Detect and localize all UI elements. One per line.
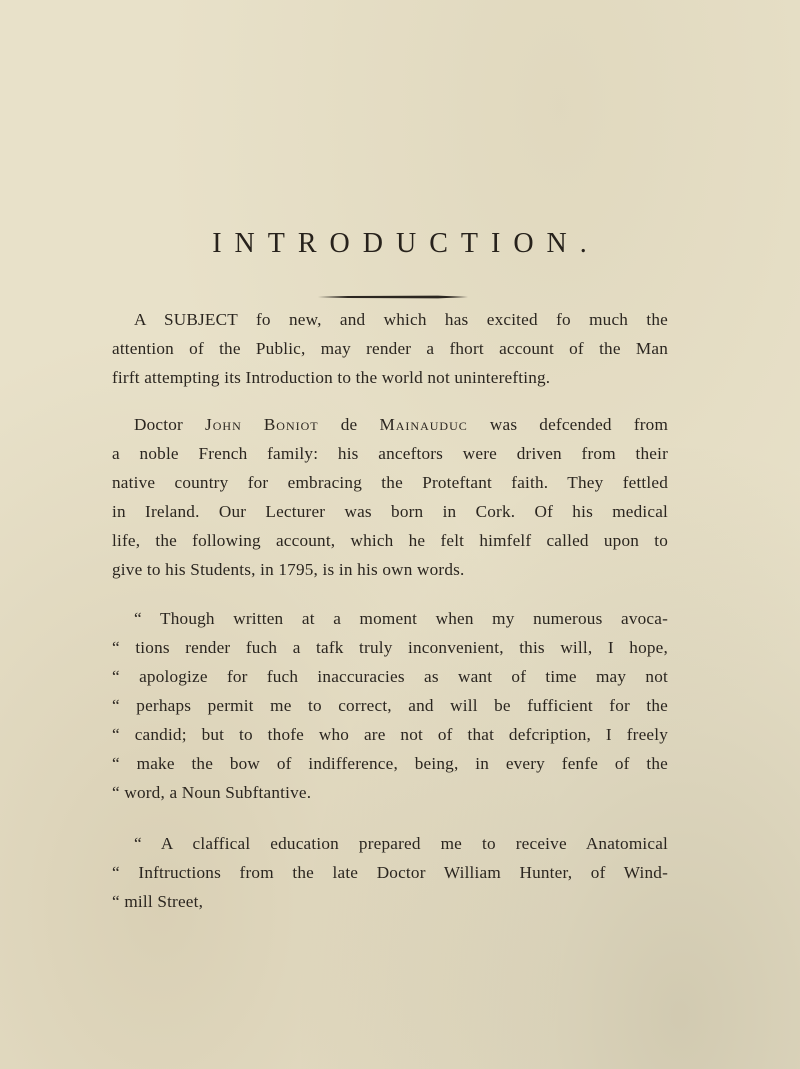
text-line: firft attempting its Introduction to the world not uninterefting.	[112, 368, 551, 387]
text-line: life, the following account, which he felt himfelf called upon to	[112, 531, 668, 550]
doctor-particle: de	[340, 415, 358, 434]
text-line-doctor-name	[134, 411, 668, 440]
text-line: “ mill Street,	[112, 892, 204, 911]
decorative-rule	[318, 295, 468, 298]
text-line: “ tions render fuch a tafk truly inconvenient, this will, I hope,	[112, 638, 668, 657]
text-line: “ make the bow of indifference, being, in every fenfe of the	[112, 754, 668, 773]
text-line: give to his Students, in 1795, is in his own words.	[112, 560, 465, 579]
text-line: “ Though written at a moment when my numerous avoca-	[134, 609, 668, 628]
text-line: in Ireland. Our Lecturer was born in Cork. Of his medical	[112, 502, 668, 521]
text-line: attention of the Public, may render a fhort account of the Man	[112, 339, 668, 358]
doctor-first-name: John	[205, 415, 242, 434]
doctor-middle-name: Boniot	[263, 415, 319, 434]
text-line: a noble French family: his anceftors were driven from their	[112, 444, 668, 463]
page-title: INTRODUCTION.	[212, 228, 600, 259]
text-line: A SUBJECT fo new, and which has excited fo much the	[134, 310, 668, 329]
text-line: “ apologize for fuch inaccuracies as want of time may not	[112, 667, 668, 686]
text-line: “ A claffical education prepared me to receive Anatomical	[134, 834, 668, 853]
doctor-title: Doctor	[134, 415, 183, 434]
text-line: “ Inftructions from the late Doctor William Hunter, of Wind-	[112, 863, 668, 882]
text-line: native country for embracing the Proteftant faith. They fettled	[112, 473, 668, 492]
text-line: “ perhaps permit me to correct, and will be fufficient for the	[112, 696, 668, 715]
text-line: “ candid; but to thofe who are not of that defcription, I freely	[112, 725, 668, 744]
text-line: “ word, a Noun Subftantive.	[112, 783, 312, 802]
doctor-line-rest: was defcended from	[489, 415, 669, 434]
doctor-surname: Mainauduc	[379, 415, 468, 434]
